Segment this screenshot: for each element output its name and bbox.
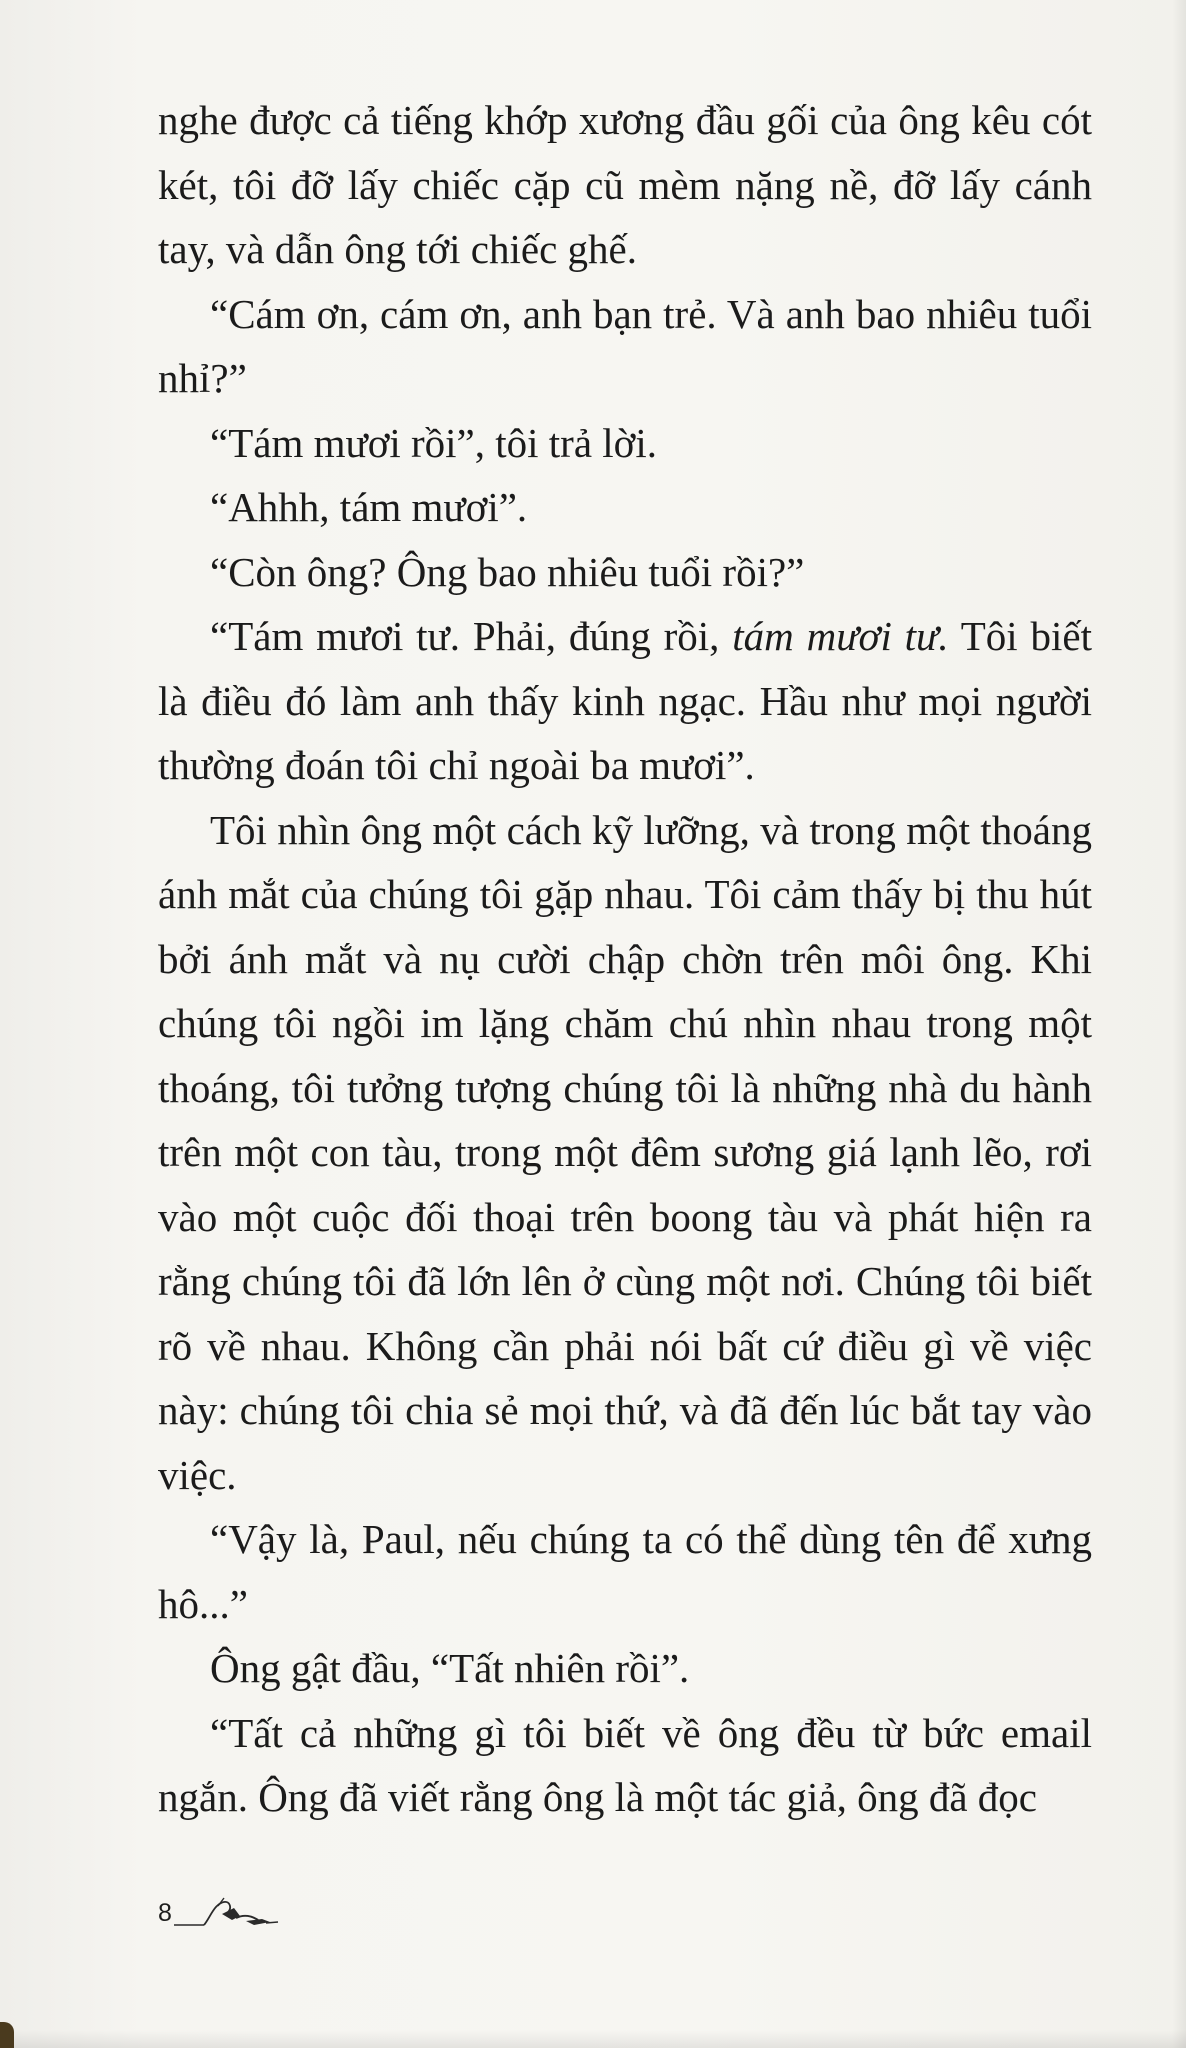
text-segment: “Cám ơn, cám ơn, anh bạn trẻ. Và anh bao nhiêu tuổi nhỉ?” — [158, 290, 1092, 401]
italic-text: tám mươi tư. — [732, 613, 949, 659]
binding-corner — [0, 2022, 14, 2048]
text-segment: “Ahhh, tám mươi”. — [210, 484, 528, 530]
text-segment: “Tám mươi rồi”, tôi trả lời. — [210, 419, 657, 466]
body-text — [158, 88, 1092, 1830]
text-segment: “Tám mươi tư. Phải, đúng rồi, — [210, 613, 733, 659]
paragraph — [158, 798, 1092, 1508]
text-segment: Tôi nhìn ông một cách kỹ lưỡng, và trong một thoáng ánh mắt của chúng tôi gặp nhau. Tôi cảm thấy bị thu hút bởi ánh mắt và nụ cười chập chờn trên môi ông. Khi chúng tôi ngồi im lặng chăm chú nhìn nhau trong một thoáng, tôi tưởng tượng chúng tôi là những nhà du hành trên một con tàu, trong một đêm sương giá lạnh lẽo, rơi vào một cuộc đối thoại trên boong tàu và phát hiện ra rằng chúng tôi đã lớn lên ở cùng một nơi. Chúng tôi biết rõ về nhau. Không cần phải nói bất cứ điều gì về việc này: chúng tôi chia sẻ mọi thứ, và đã đến lúc bắt tay vào việc. — [158, 806, 1092, 1498]
paragraph — [158, 88, 1092, 282]
paragraph — [158, 411, 1092, 476]
text-segment: nghe được cả tiếng khớp xương đầu gối của ông kêu cót két, tôi đỡ lấy chiếc cặp cũ mèm nặng nề, đỡ lấy cánh tay, và dẫn ông tới chiếc ghế. — [158, 97, 1092, 272]
page-edge-shadow — [1172, 0, 1186, 2048]
text-segment: “Vậy là, Paul, nếu chúng ta có thể dùng tên để xưng hô...” — [158, 1516, 1092, 1627]
paragraph — [158, 475, 1092, 540]
text-segment: “Còn ông? Ông bao nhiêu tuổi rồi?” — [210, 548, 805, 595]
paragraph — [158, 1636, 1092, 1701]
paragraph — [158, 1507, 1092, 1636]
paragraph — [158, 1701, 1092, 1830]
page-bottom-shadow — [0, 2030, 1186, 2048]
paragraph — [158, 282, 1092, 411]
text-segment: “Tất cả những gì tôi biết về ông đều từ bức email ngắn. Ông đã viết rằng ông là một tác giả, ông đã đọc — [158, 1709, 1092, 1820]
paragraph — [158, 540, 1092, 605]
paragraph — [158, 604, 1092, 798]
page-footer — [158, 1888, 294, 1928]
text-segment: Ông gật đầu, “Tất nhiên rồi”. — [210, 1645, 690, 1691]
sketch-ornament-icon — [174, 1894, 294, 1928]
page-number: 8 — [158, 1899, 172, 1927]
text-segment: Tôi biết là điều đó làm anh thấy kinh ngạc. Hầu như mọi người thường đoán tôi chỉ ngoài ba mươi”. — [158, 613, 1092, 788]
